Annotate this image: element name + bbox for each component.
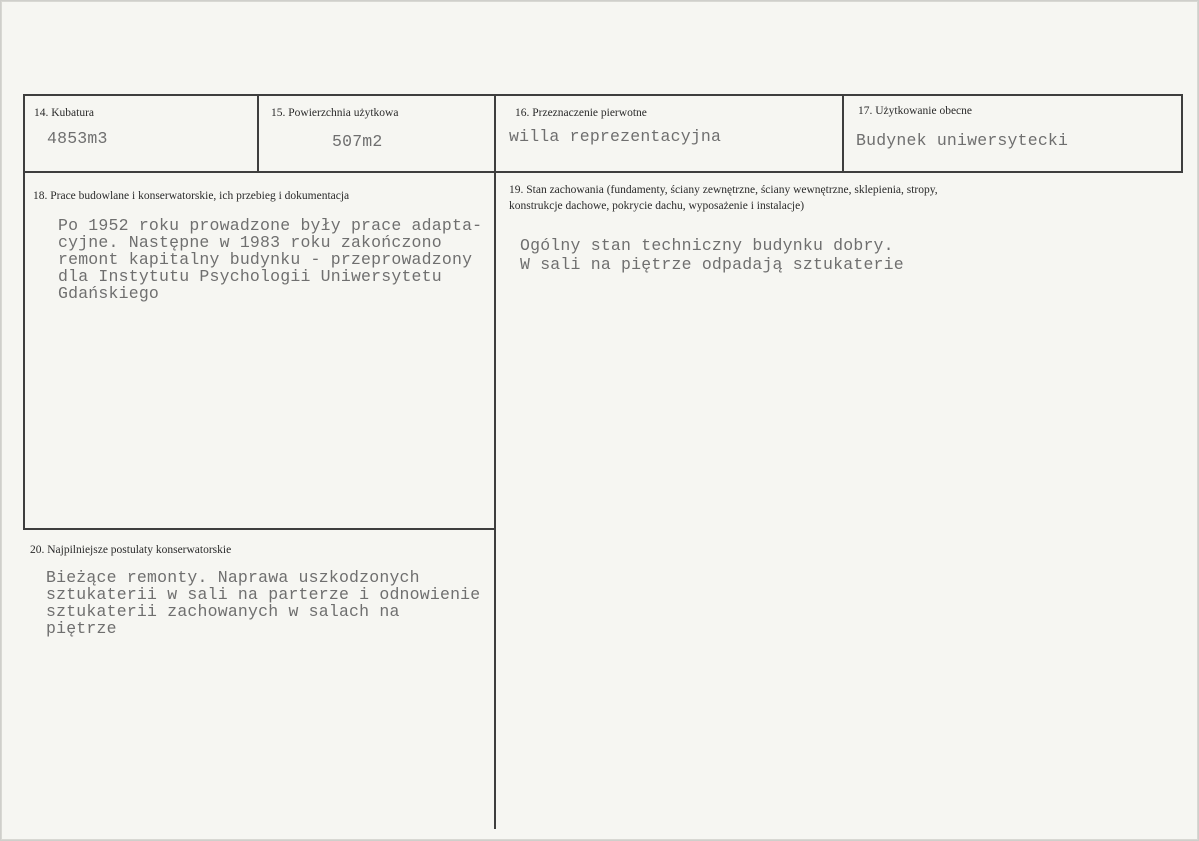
field-20-line-4: piętrze	[46, 619, 117, 638]
field-15-value: 507m2	[332, 132, 383, 151]
field-18-line-2: cyjne. Następne w 1983 roku zakończono	[58, 233, 442, 252]
field-16-value: willa reprezentacyjna	[509, 127, 722, 146]
field-17-value: Budynek uniwersytecki	[856, 131, 1069, 150]
field-14-label: 14. Kubatura	[34, 107, 95, 119]
left-border-line	[23, 94, 25, 529]
field-18-line-3: remont kapitalny budynku - przeprowadzony	[58, 250, 473, 269]
field-19-label-line-2: konstrukcje dachowe, pokrycie dachu, wyposażenie i instalacje)	[509, 200, 805, 212]
right-border-line	[1181, 94, 1183, 171]
left-column-divider-line	[23, 528, 495, 530]
field-20-line-1: Bieżące remonty. Naprawa uszkodzonych	[46, 568, 420, 587]
field-17-label: 17. Użytkowanie obecne	[858, 105, 973, 117]
col-divider-16-17	[842, 94, 844, 171]
field-14-value: 4853m3	[47, 129, 108, 148]
field-16-label: 16. Przeznaczenie pierwotne	[515, 107, 647, 119]
field-18-label: 18. Prace budowlane i konserwatorskie, ich przebieg i dokumentacja	[33, 190, 350, 202]
field-20-label: 20. Najpilniejsze postulaty konserwatorskie	[30, 544, 232, 556]
field-20-line-3: sztukaterii zachowanych w salach na	[46, 602, 400, 621]
top-border-line	[23, 94, 1183, 96]
col-divider-main	[494, 94, 496, 829]
field-20-line-2: sztukaterii w sali na parterze i odnowienie	[46, 585, 481, 604]
row-divider-line	[23, 171, 1183, 173]
field-18-line-4: dla Instytutu Psychologii Uniwersytetu	[58, 267, 442, 286]
field-19-line-2: W sali na piętrze odpadają sztukaterie	[520, 255, 904, 274]
field-18-line-5: Gdańskiego	[58, 284, 160, 303]
record-card	[1, 1, 1198, 840]
col-divider-14-15	[257, 94, 259, 171]
field-15-label: 15. Powierzchnia użytkowa	[271, 107, 399, 119]
field-19-line-1: Ogólny stan techniczny budynku dobry.	[520, 236, 894, 255]
field-18-line-1: Po 1952 roku prowadzone były prace adapta-	[58, 216, 483, 235]
field-19-label-line-1: 19. Stan zachowania (fundamenty, ściany zewnętrzne, ściany wewnętrzne, sklepienia, stropy,	[509, 184, 938, 196]
